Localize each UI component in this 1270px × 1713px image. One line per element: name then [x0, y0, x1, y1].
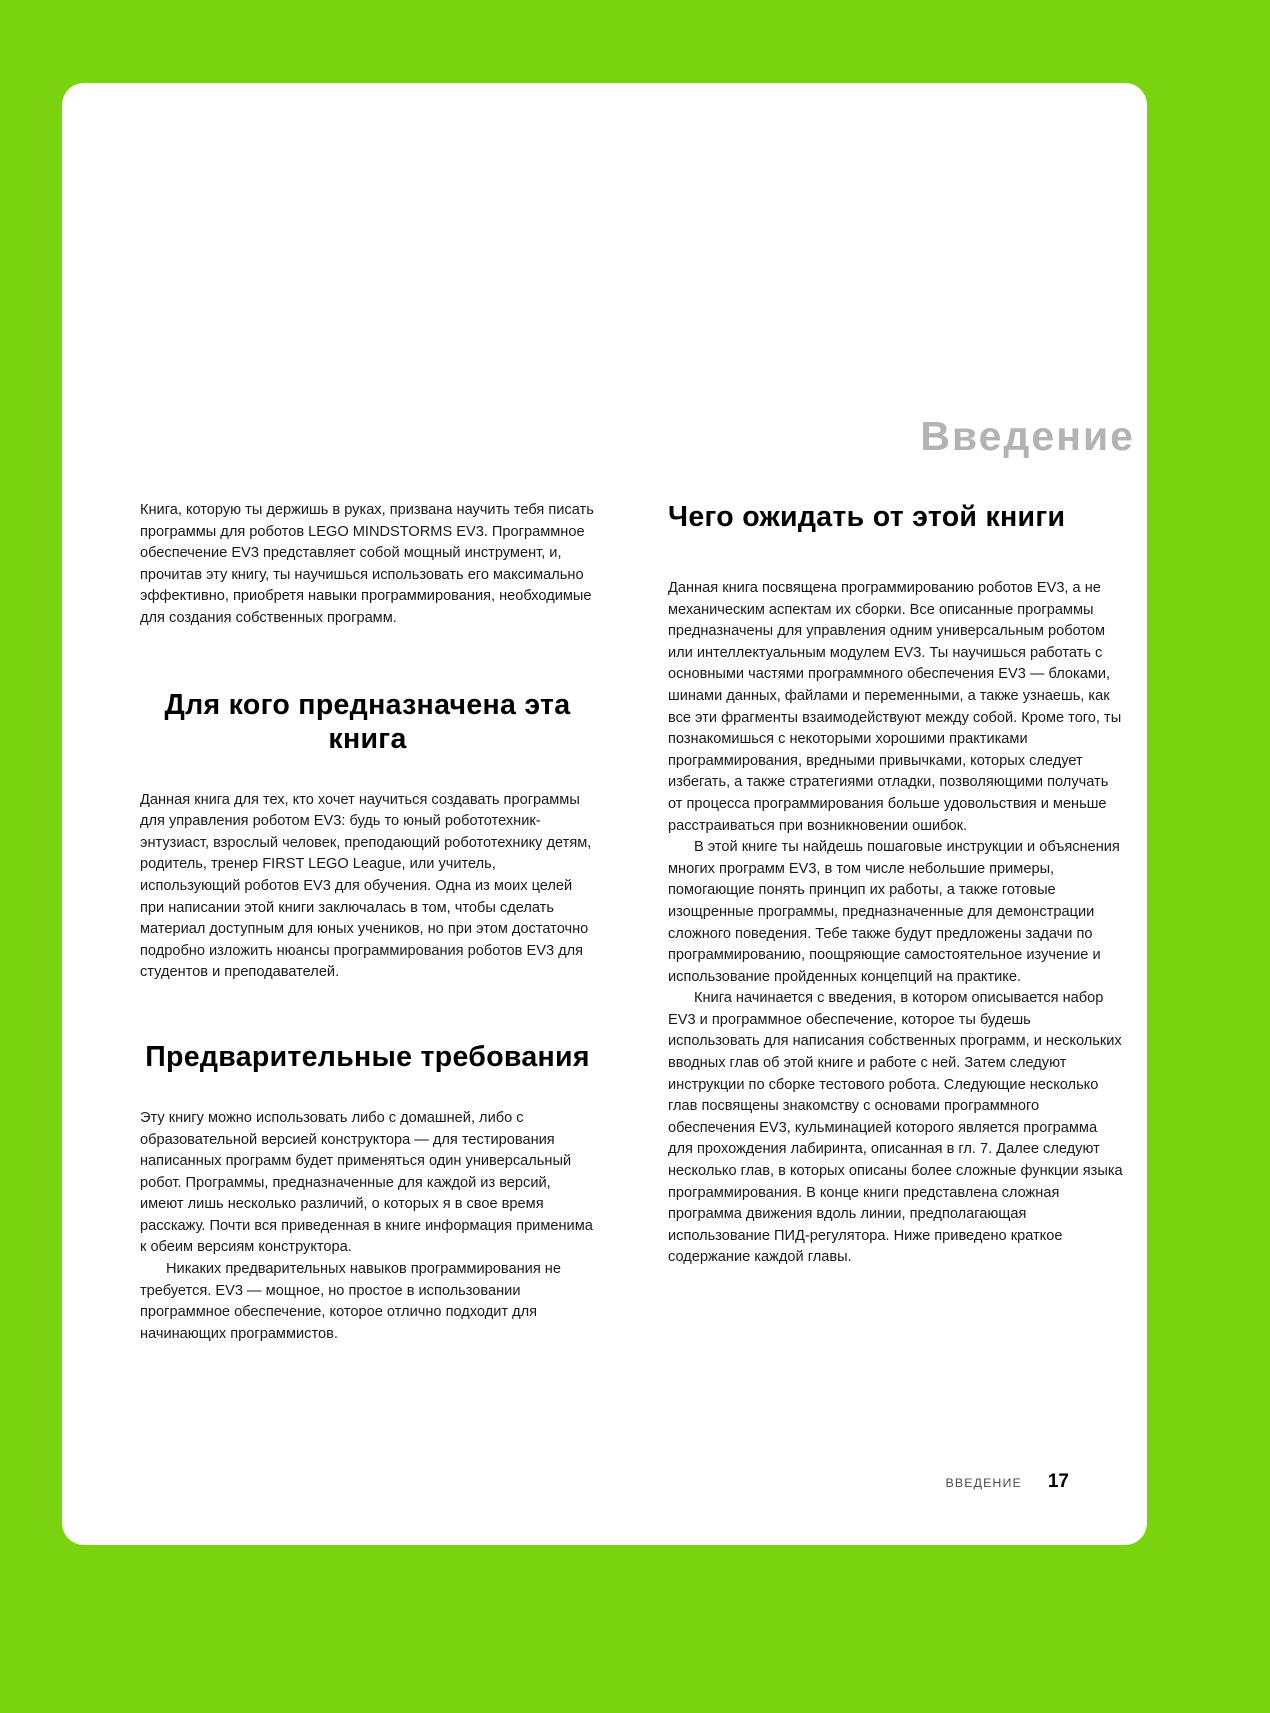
paragraph-for-whom: Данная книга для тех, кто хочет научиться создавать программы для управления роботом EV3: будь то юный робототехник-энтузиаст, взрослый человек, преподающий робототехнику детям, родитель, тренер FIRST LEGO League, или учитель, использующий роботов EV3 для обучения. Одна из моих целей при написании этой книги заключалась в том, чтобы сделать материал доступным для юных учеников, но при этом достаточно подробно изложить нюансы программирования роботов EV3 для студентов и преподавателей.	[140, 791, 592, 981]
page-footer	[945, 1471, 1069, 1493]
footer-chapter-label: ВВЕДЕНИЕ	[945, 1476, 1022, 1490]
heading-for-whom: Для кого предназначена эта книга	[164, 688, 571, 755]
heading-prerequisites: Предварительные требования	[145, 1040, 590, 1073]
paragraph-expect-2: В этой книге ты найдешь пошаговые инструкции и объяснения многих программ EV3, в том числе небольшие примеры, помогающие понять принцип их работы, а также готовые изощренные программы, предназначенные для демонстрации сложного поведения. Тебе также будут предложены задачи по программированию, поощряющие самостоятельное изучение и использование пройденных концепций на практике.	[668, 839, 1120, 985]
spacer	[668, 534, 1123, 578]
heading-what-to-expect: Чего ожидать от этой книги	[668, 501, 1066, 533]
page-number: 17	[1047, 1471, 1069, 1492]
paragraph-prerequisites-1: Эту книгу можно использовать либо с домашней, либо с образовательной версией конструктора — для тестирования написанных программ будет применяться один универсальный робот. Программы, предназначенные для каждой из версий, имеют лишь несколько различий, о которых я в свое время расскажу. Почти вся приведенная в книге информация применима к обеим версиям конструктора.	[140, 1109, 593, 1256]
paragraph-prerequisites-2: Никаких предварительных навыков программирования не требуется. EV3 — мощное, но простое в использовании программное обеспечение, которое отлично подходит для начинающих программистов.	[140, 1261, 561, 1342]
intro-paragraph: Книга, которую ты держишь в руках, призвана научить тебя писать программы для роботов LEGO MINDSTORMS EV3. Программное обеспечение EV3 представляет собой мощный инструмент, и, прочитав эту книгу, ты научишься использовать его максимально эффективно, приобретя навыки программирования, необходимые для создания собственных программ.	[140, 502, 594, 626]
spacer	[140, 984, 595, 1040]
spacer	[140, 756, 595, 790]
paragraph-expect-1: Данная книга посвящена программированию роботов EV3, а не механическим аспектам их сборки. Все описанные программы предназначены для управления одним универсальным роботом или интеллектуальным модулем EV3. Ты научишься работать с основными частями программного обеспечения EV3 — блоками, шинами данных, файлами и переменными, а также узнаешь, как все эти фрагменты взаимодействуют между собой. Кроме того, ты познакомишься с некоторыми хорошими практиками программирования, вредными привычками, которых следует избегать, а также стратегиями отладки, позволяющими получать от процесса программирования больше удовольствия и меньше расстраиваться при возникновении ошибок.	[668, 580, 1122, 834]
right-column	[668, 500, 1123, 1269]
spacer	[140, 1074, 595, 1108]
page-content	[140, 348, 1135, 1453]
left-column	[140, 500, 595, 1345]
page-sheet	[62, 83, 1147, 1545]
spacer	[140, 630, 595, 688]
chapter-title: Введение	[920, 413, 1135, 459]
paragraph-expect-3: Книга начинается с введения, в котором описывается набор EV3 и программное обеспечение, которое ты будешь использовать для написания собственных программ, и нескольких вводных глав об этой книге и работе с ней. Затем следуют инструкции по сборке тестового робота. Следующие несколько глав посвящены знакомству с основами программного обеспечения EV3, кульминацией которого является программа для прохождения лабиринта, описанная в гл. 7. Далее следуют несколько глав, в которых описаны более сложные функции языка программирования. В конце книги представлена сложная программа движения вдоль линии, предполагающая использование ПИД-регулятора. Ниже приведено краткое содержание каждой главы.	[668, 990, 1123, 1266]
